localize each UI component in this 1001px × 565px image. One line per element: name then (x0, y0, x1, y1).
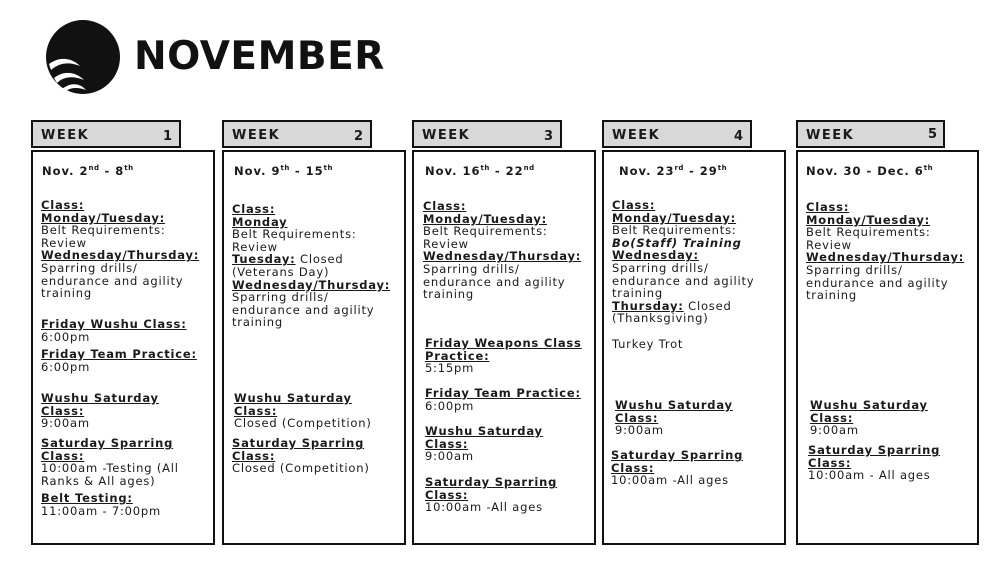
brand-logo (46, 20, 120, 94)
week-number: 1 (163, 129, 173, 144)
saturday-sparring-class: Saturday Sparring Class: 10:00am -All ages (425, 475, 558, 515)
belt-testing: Belt Testing: 11:00am - 7:00pm (41, 491, 161, 518)
week-card (796, 150, 979, 545)
weekday-classes: Class: Monday/Tuesday: Belt Requirements: Review Wednesday/Thursday: Sparring drills/ endurance and agility training (41, 198, 200, 301)
friday-wushu-class: Friday Wushu Class: 6:00pm (41, 317, 187, 344)
week-tab-label: WEEK (612, 128, 661, 143)
date-range: Nov. 23rd - 29th (619, 164, 728, 178)
week-number: 2 (354, 129, 364, 144)
date-range: Nov. 2nd - 8th (42, 164, 134, 178)
week-card (602, 150, 786, 545)
week-card (222, 150, 406, 545)
week-tab (31, 120, 181, 148)
wushu-saturday-class: Wushu Saturday Class: 9:00am (41, 391, 159, 431)
wushu-saturday-class: Wushu Saturday Class: Closed (Competition) (234, 391, 372, 431)
turkey-trot: Turkey Trot (612, 337, 684, 351)
week-number: 4 (734, 129, 744, 144)
saturday-sparring-class: Saturday Sparring Class: 10:00am - All ages (808, 443, 941, 483)
week-number: 5 (928, 127, 938, 142)
saturday-sparring-class: Saturday Sparring Class: Closed (Competition) (232, 436, 370, 476)
saturday-sparring-class: Saturday Sparring Class: 10:00am -Testing (All Ranks & All ages) (41, 436, 179, 488)
wushu-saturday-class: Wushu Saturday Class: 9:00am (615, 398, 733, 438)
week-tab (796, 120, 945, 148)
saturday-sparring-class: Saturday Sparring Class: 10:00am -All ages (611, 448, 744, 488)
wushu-saturday-class: Wushu Saturday Class: 9:00am (810, 398, 928, 438)
week-tab (602, 120, 752, 148)
week-card (412, 150, 596, 545)
week-tab (222, 120, 372, 148)
wushu-saturday-class: Wushu Saturday Class: 9:00am (425, 424, 543, 464)
weekday-classes: Class: Monday/Tuesday: Belt Requirements: Review Wednesday/Thursday: Sparring drills/ endurance and agility training (423, 199, 582, 302)
week-tab-label: WEEK (806, 128, 855, 143)
week-tab-label: WEEK (422, 128, 471, 143)
page-title: NOVEMBER (134, 34, 385, 79)
week-tab (412, 120, 562, 148)
friday-team-practice: Friday Team Practice: 6:00pm (41, 347, 197, 374)
date-range: Nov. 16th - 22nd (425, 164, 535, 178)
week-tab-label: WEEK (232, 128, 281, 143)
date-range: Nov. 30 - Dec. 6th (806, 164, 934, 178)
week-tab-label: WEEK (41, 128, 90, 143)
friday-weapons-class: Friday Weapons Class Practice: 5:15pm (425, 336, 582, 376)
week-number: 3 (544, 129, 554, 144)
week-card (31, 150, 215, 545)
weekday-classes: Class: Monday/Tuesday: Belt Requirements: Review Wednesday/Thursday: Sparring drills/ endurance and agility training (806, 200, 965, 303)
date-range: Nov. 9th - 15th (234, 164, 333, 178)
weekday-classes: Class: Monday Belt Requirements: Review Tuesday: Closed (Veterans Day) Wednesday/Thursday: Sparring drills/ endurance and agility training (232, 202, 391, 330)
friday-team-practice: Friday Team Practice: 6:00pm (425, 386, 581, 413)
weekday-classes: Class: Monday/Tuesday: Belt Requirements: Bo(Staff) Training Wednesday: Sparring drills/ endurance and agility training Thursday: Closed (Thanksgiving) (612, 198, 755, 326)
